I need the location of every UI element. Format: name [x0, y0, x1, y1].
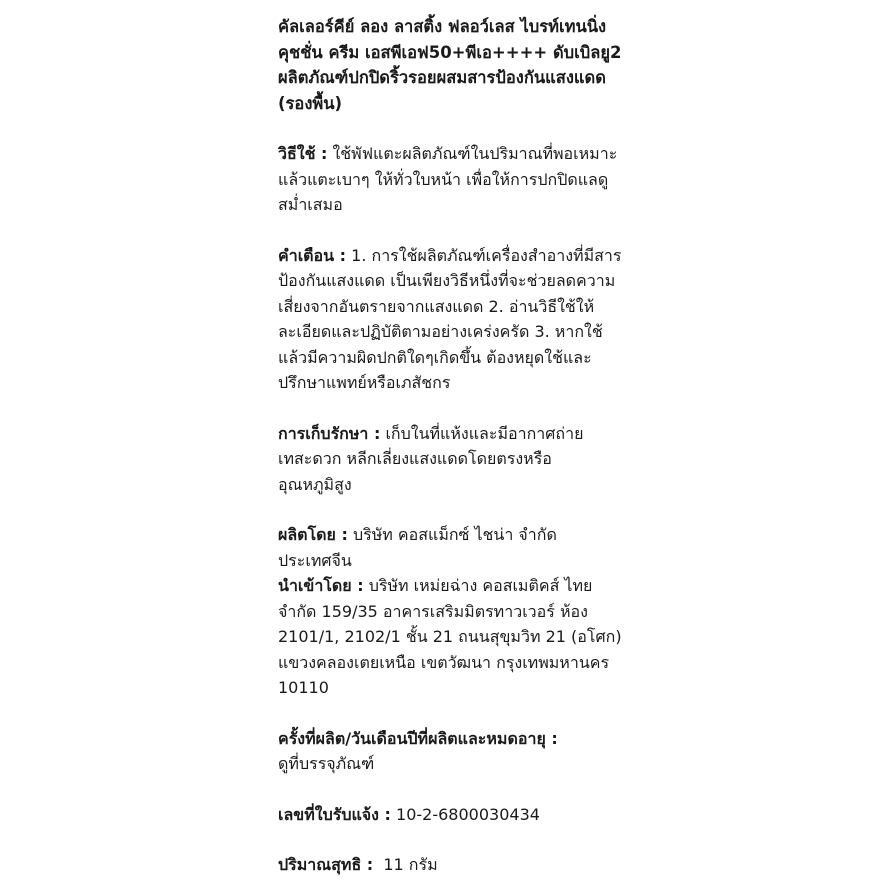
importer-text: บริษัท เหม่ยฉ่าง คอสเมติคส์ ไทย [363, 576, 593, 595]
warning-text: ละเอียดและปฏิบัติตามอย่างเคร่งครัด 3. หากใช้ [278, 322, 603, 341]
storage-text: อุณหภูมิสูง [278, 474, 352, 494]
importer-label: นำเข้าโดย : [278, 576, 364, 595]
storage-section [278, 421, 618, 498]
notification-number-section [278, 802, 618, 828]
production-date-label: ครั้งที่ผลิต/วันเดือนปีที่ผลิตและหมดอายุ : [278, 728, 558, 748]
usage-label: วิธีใช้ : [278, 144, 328, 163]
importer-text: 2101/1, 2102/1 ชั้น 21 ถนนสุขุมวิท 21 (อโศก) [278, 627, 622, 646]
usage-section [278, 141, 618, 218]
product-label-document [278, 14, 622, 878]
importer-section [278, 573, 622, 701]
warning-label: คำเตือน : [278, 245, 347, 265]
net-weight-section [278, 852, 618, 878]
manufacturer-text: ประเทศจีน [278, 550, 352, 570]
usage-text: แล้วแตะเบาๆ ให้ทั่วใบหน้า เพื่อให้การปกปิดแลดู [278, 169, 609, 189]
warning-text: ปรึกษาแพทย์หรือเภสัชกร [278, 373, 451, 392]
warning-text: ป้องกันแสงแดด เป็นเพียงวิธีหนึ่งที่จะช่วยลดความ [278, 271, 616, 290]
net-weight-value: 11 กรัม [373, 855, 438, 874]
title-line: (รองพื้น) [278, 93, 343, 113]
manufacturer-text: บริษัท คอสแม็กซ์ ไชน่า จำกัด [347, 525, 557, 544]
usage-text: ใช้พัฟแตะผลิตภัณฑ์ในปริมาณที่พอเหมาะ [327, 144, 618, 163]
storage-label: การเก็บรักษา : [278, 423, 381, 443]
usage-text: สม่ำเสมอ [278, 195, 343, 214]
net-weight-label: ปริมาณสุทธิ : [278, 855, 374, 874]
product-title [278, 14, 622, 116]
production-date-section [278, 726, 618, 777]
manufacturer-label: ผลิตโดย : [278, 525, 348, 544]
warning-text: 1. การใช้ผลิตภัณฑ์เครื่องสำอางที่มีสาร [346, 245, 622, 265]
warning-text: แล้วมีความผิดปกติใดๆเกิดขึ้น ต้องหยุดใช้และ [278, 347, 592, 367]
notification-number-value: 10-2-6800030434 [390, 804, 540, 824]
warning-text: เสี่ยงจากอันตรายจากแสงแดด 2. อ่านวิธีใช้ให้ [278, 296, 595, 316]
importer-text: จำกัด 159/35 อาคารเสริมมิตรทาวเวอร์ ห้อง [278, 601, 588, 621]
storage-text: เทสะดวก หลีกเลี่ยงแสงแดดโดยตรงหรือ [278, 449, 552, 468]
production-date-text: ดูที่บรรจุภัณฑ์ [278, 754, 375, 773]
title-line: คุชชั่น ครีม เอสพีเอฟ50+พีเอ++++ ดับเบิลยู2 [278, 42, 622, 62]
storage-text: เก็บในที่แห้งและมีอากาศถ่าย [380, 423, 584, 443]
importer-text: 10110 [278, 678, 329, 697]
warning-section [278, 243, 622, 396]
title-line: ผลิตภัณฑ์ปกปิดริ้วรอยผสมสารป้องกันแสงแดด [278, 68, 606, 87]
notification-number-label: เลขที่ใบรับแจ้ง : [278, 804, 391, 824]
title-line: คัลเลอร์คีย์ ลอง ลาสติ้ง ฟลอว์เลส ไบรท์เทนนิ่ง [278, 17, 607, 36]
manufacturer-section [278, 522, 618, 573]
importer-text: แขวงคลองเตยเหนือ เขตวัฒนา กรุงเทพมหานคร [278, 652, 610, 672]
